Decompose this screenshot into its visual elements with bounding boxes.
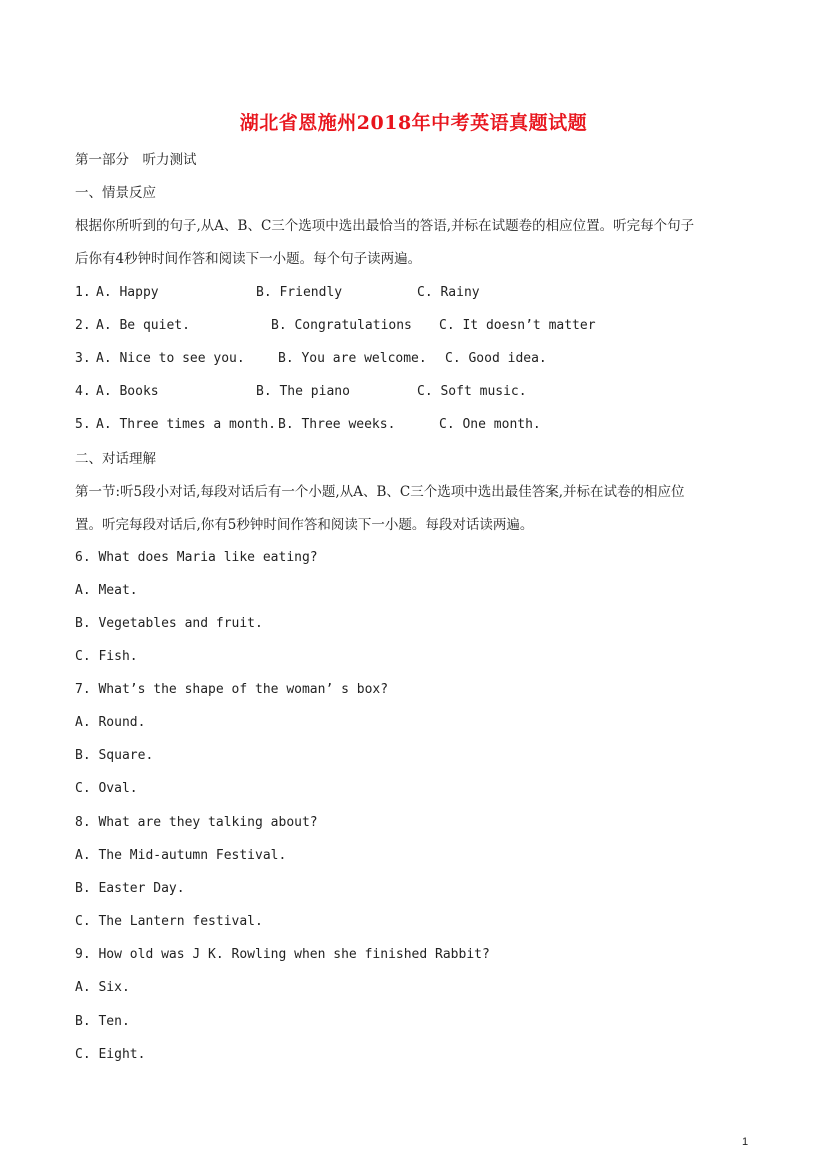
option-c: C. Good idea. bbox=[445, 351, 547, 366]
option-a: A. Round. bbox=[75, 715, 146, 730]
section1-instructions-2: 后你有4秒钟时间作答和阅读下一小题。每个句子读两遍。 bbox=[75, 251, 422, 267]
section1-instructions-1: 根据你所听到的句子,从A、B、C三个选项中选出最恰当的答语,并标在试题卷的相应位置。听完每个句子 bbox=[75, 218, 695, 234]
option-c: C. One month. bbox=[439, 417, 541, 432]
option-a: A. Be quiet. bbox=[96, 318, 190, 333]
question-9: 9. How old was J K. Rowling when she finished Rabbit? bbox=[75, 947, 490, 962]
page-title: 湖北省恩施州2018年中考英语真题试题 bbox=[239, 112, 588, 134]
option-c: C. The Lantern festival. bbox=[75, 914, 263, 929]
page-number: 1 bbox=[742, 1136, 749, 1148]
option-b: B. Vegetables and fruit. bbox=[75, 616, 263, 631]
section2-heading: 二、对话理解 bbox=[75, 451, 156, 467]
option-c: C. Rainy bbox=[417, 285, 480, 300]
question-7: 7. What’s the shape of the woman’ s box? bbox=[75, 682, 389, 697]
question-number: 1. bbox=[75, 285, 91, 300]
question-number: 2. bbox=[75, 318, 91, 333]
question-number: 3. bbox=[75, 351, 91, 366]
question-8: 8. What are they talking about? bbox=[75, 815, 318, 830]
option-b: B. Friendly bbox=[256, 285, 343, 300]
option-a: A. Six. bbox=[75, 980, 130, 995]
option-b: B. The piano bbox=[256, 384, 350, 399]
option-c: C. It doesn’t matter bbox=[439, 318, 596, 333]
option-a: A. The Mid-autumn Festival. bbox=[75, 848, 287, 863]
option-b: B. Three weeks. bbox=[278, 417, 396, 432]
option-c: C. Eight. bbox=[75, 1047, 146, 1062]
option-c: C. Oval. bbox=[75, 781, 138, 796]
section1-heading: 一、情景反应 bbox=[75, 185, 156, 201]
option-c: C. Soft music. bbox=[417, 384, 527, 399]
section2-instructions-2: 置。听完每段对话后,你有5秒钟时间作答和阅读下一小题。每段对话读两遍。 bbox=[75, 517, 534, 533]
part-heading: 第一部分 听力测试 bbox=[75, 152, 197, 168]
option-b: B. Square. bbox=[75, 748, 154, 763]
question-number: 5. bbox=[75, 417, 91, 432]
option-b: B. Ten. bbox=[75, 1014, 130, 1029]
question-6: 6. What does Maria like eating? bbox=[75, 550, 318, 565]
option-b: B. Easter Day. bbox=[75, 881, 185, 896]
option-a: A. Meat. bbox=[75, 583, 138, 598]
question-number: 4. bbox=[75, 384, 91, 399]
option-b: B. Congratulations bbox=[271, 318, 412, 333]
option-a: A. Three times a month. bbox=[96, 417, 277, 432]
option-c: C. Fish. bbox=[75, 649, 138, 664]
option-b: B. You are welcome. bbox=[278, 351, 427, 366]
option-a: A. Books bbox=[96, 384, 159, 399]
option-a: A. Happy bbox=[96, 285, 159, 300]
option-a: A. Nice to see you. bbox=[96, 351, 245, 366]
section2-instructions-1: 第一节:听5段小对话,每段对话后有一个小题,从A、B、C三个选项中选出最佳答案,并标在试卷的相应位 bbox=[75, 484, 685, 500]
